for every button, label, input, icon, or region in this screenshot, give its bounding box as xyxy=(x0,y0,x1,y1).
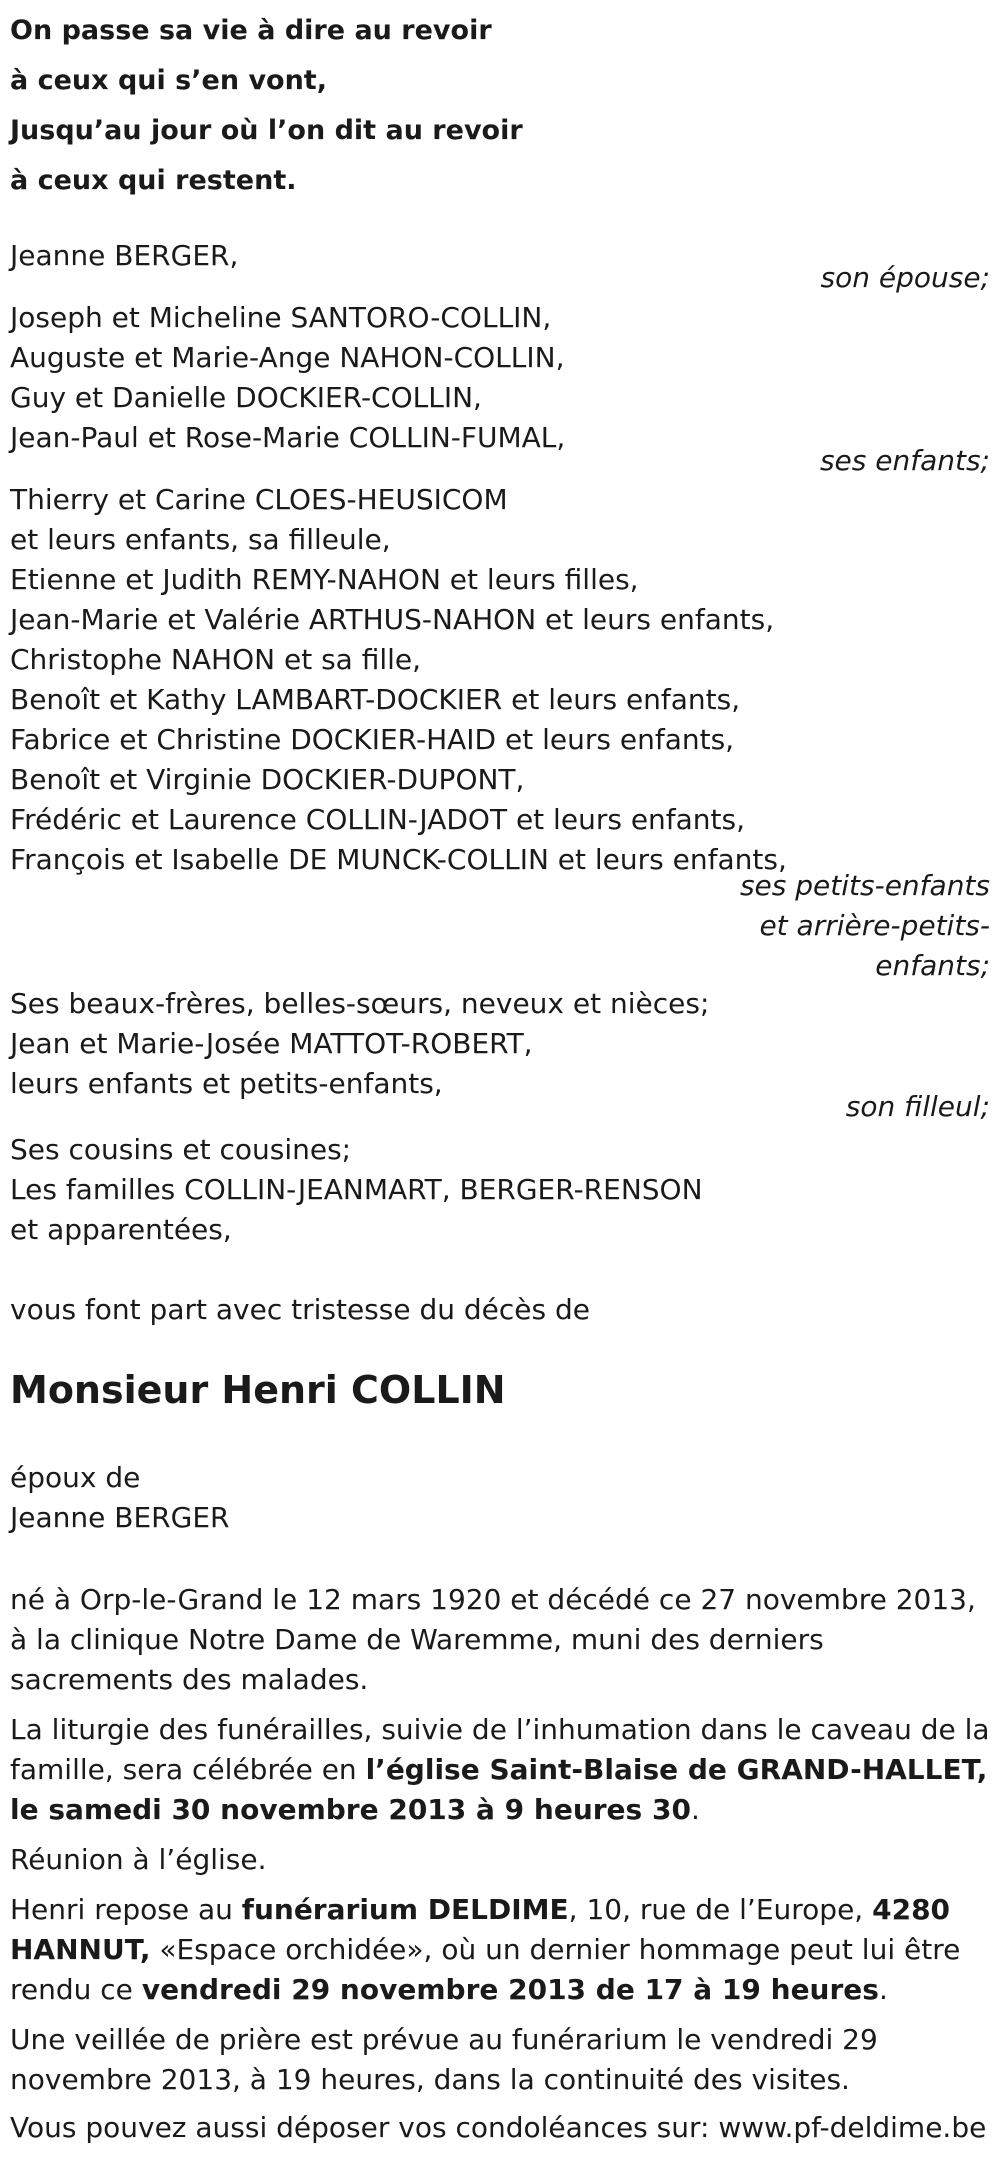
spouse-group xyxy=(10,236,238,276)
family-name-line: Auguste et Marie-Ange NAHON-COLLIN, xyxy=(10,341,565,374)
family-name-line: Jeanne BERGER, xyxy=(10,239,239,272)
repose-text: Henri repose au xyxy=(10,1893,242,1926)
family-name-line: et apparentées, xyxy=(10,1213,232,1246)
family-name-line: et leurs enfants, sa filleule, xyxy=(10,523,391,556)
poem-line: On passe sa vie à dire au revoir xyxy=(10,15,492,46)
family-name-line: Ses cousins et cousines; xyxy=(10,1133,352,1166)
funeral-home-city: 4280 HANNUT, xyxy=(10,1893,951,1966)
family-name-line: Christophe NAHON et sa fille, xyxy=(10,643,422,676)
role-spouse: son épouse; xyxy=(820,261,990,294)
family-name-line: Jean-Paul et Rose-Marie COLLIN-FUMAL, xyxy=(10,421,566,454)
grandchildren-group xyxy=(10,480,787,880)
liturgy-text: La liturgie des funérailles, suivie de l’inhumation dans le caveau de la famille, sera célébrée en xyxy=(10,1713,990,1786)
deceased-name: Monsieur Henri COLLIN xyxy=(10,1368,506,1412)
condolences-paragraph: Vous pouvez aussi déposer vos condoléances sur: www.pf-deldime.be xyxy=(10,2111,987,2144)
children-group xyxy=(10,298,565,458)
poem-line: à ceux qui restent. xyxy=(10,165,297,196)
birth-death-paragraph: né à Orp-le-Grand le 12 mars 1920 et décédé ce 27 novembre 2013, à la clinique Notre Dame de Waremme, muni des derniers sacrements des malades. xyxy=(10,1583,976,1696)
family-name-line: Etienne et Judith REMY-NAHON et leurs filles, xyxy=(10,563,639,596)
role-grandchildren xyxy=(740,866,990,986)
family-name-line: Thierry et Carine CLOES-HEUSICOM xyxy=(10,483,508,516)
cousins-group xyxy=(10,1130,703,1250)
family-name-line: François et Isabelle DE MUNCK-COLLIN et leurs enfants, xyxy=(10,843,787,876)
poem xyxy=(10,6,523,206)
liturgy-end: . xyxy=(690,1793,700,1826)
godson-group xyxy=(10,984,709,1104)
family-name-line: Frédéric et Laurence COLLIN-JADOT et leurs enfants, xyxy=(10,803,746,836)
family-name-line: Jean-Marie et Valérie ARTHUS-NAHON et leurs enfants, xyxy=(10,603,775,636)
visiting-hours: vendredi 29 novembre 2013 de 17 à 19 heures xyxy=(141,1973,879,2006)
repose-text: «Espace orchidée», où un dernier hommage peut lui être rendu ce xyxy=(10,1933,961,2006)
poem-line: à ceux qui s’en vont, xyxy=(10,65,327,96)
family-name-line: Benoît et Kathy LAMBART-DOCKIER et leurs enfants, xyxy=(10,683,741,716)
repose-text: , 10, rue de l’Europe, xyxy=(568,1893,873,1926)
role-godson: son filleul; xyxy=(845,1090,990,1123)
poem-line: Jusqu’au jour où l’on dit au revoir xyxy=(10,115,523,146)
spouse-of-line: Jeanne BERGER xyxy=(10,1501,230,1534)
vigil-paragraph: Une veillée de prière est prévue au funérarium le vendredi 29 novembre 2013, à 19 heures, dans la continuité des visites. xyxy=(10,2023,878,2096)
role-line: ses petits-enfants xyxy=(739,869,990,902)
family-name-line: Fabrice et Christine DOCKIER-HAID et leurs enfants, xyxy=(10,723,735,756)
reunion-paragraph: Réunion à l’église. xyxy=(10,1843,267,1876)
repose-text: . xyxy=(878,1973,888,2006)
announcement: vous font part avec tristesse du décès de xyxy=(10,1293,591,1326)
liturgy-paragraph xyxy=(10,1710,990,1830)
spouse-of xyxy=(10,1458,229,1538)
family-name-line: Guy et Danielle DOCKIER-COLLIN, xyxy=(10,381,482,414)
liturgy-place-date: l’église Saint-Blaise de GRAND-HALLET, le samedi 30 novembre 2013 à 9 heures 30 xyxy=(10,1753,988,1826)
funeral-home-name: funérarium DELDIME xyxy=(241,1893,569,1926)
family-name-line: leurs enfants et petits-enfants, xyxy=(10,1067,443,1100)
spouse-of-line: époux de xyxy=(10,1461,141,1494)
family-name-line: Ses beaux-frères, belles-sœurs, neveux et nièces; xyxy=(10,987,710,1020)
family-name-line: Joseph et Micheline SANTORO-COLLIN, xyxy=(10,301,552,334)
role-children: ses enfants; xyxy=(819,444,990,477)
family-name-line: Jean et Marie-Josée MATTOT-ROBERT, xyxy=(10,1027,533,1060)
repose-paragraph xyxy=(10,1890,990,2010)
role-line: et arrière-petits- xyxy=(759,909,990,942)
family-name-line: Benoît et Virginie DOCKIER-DUPONT, xyxy=(10,763,525,796)
family-name-line: Les familles COLLIN-JEANMART, BERGER-RENSON xyxy=(10,1173,703,1206)
role-line: enfants; xyxy=(875,949,990,982)
